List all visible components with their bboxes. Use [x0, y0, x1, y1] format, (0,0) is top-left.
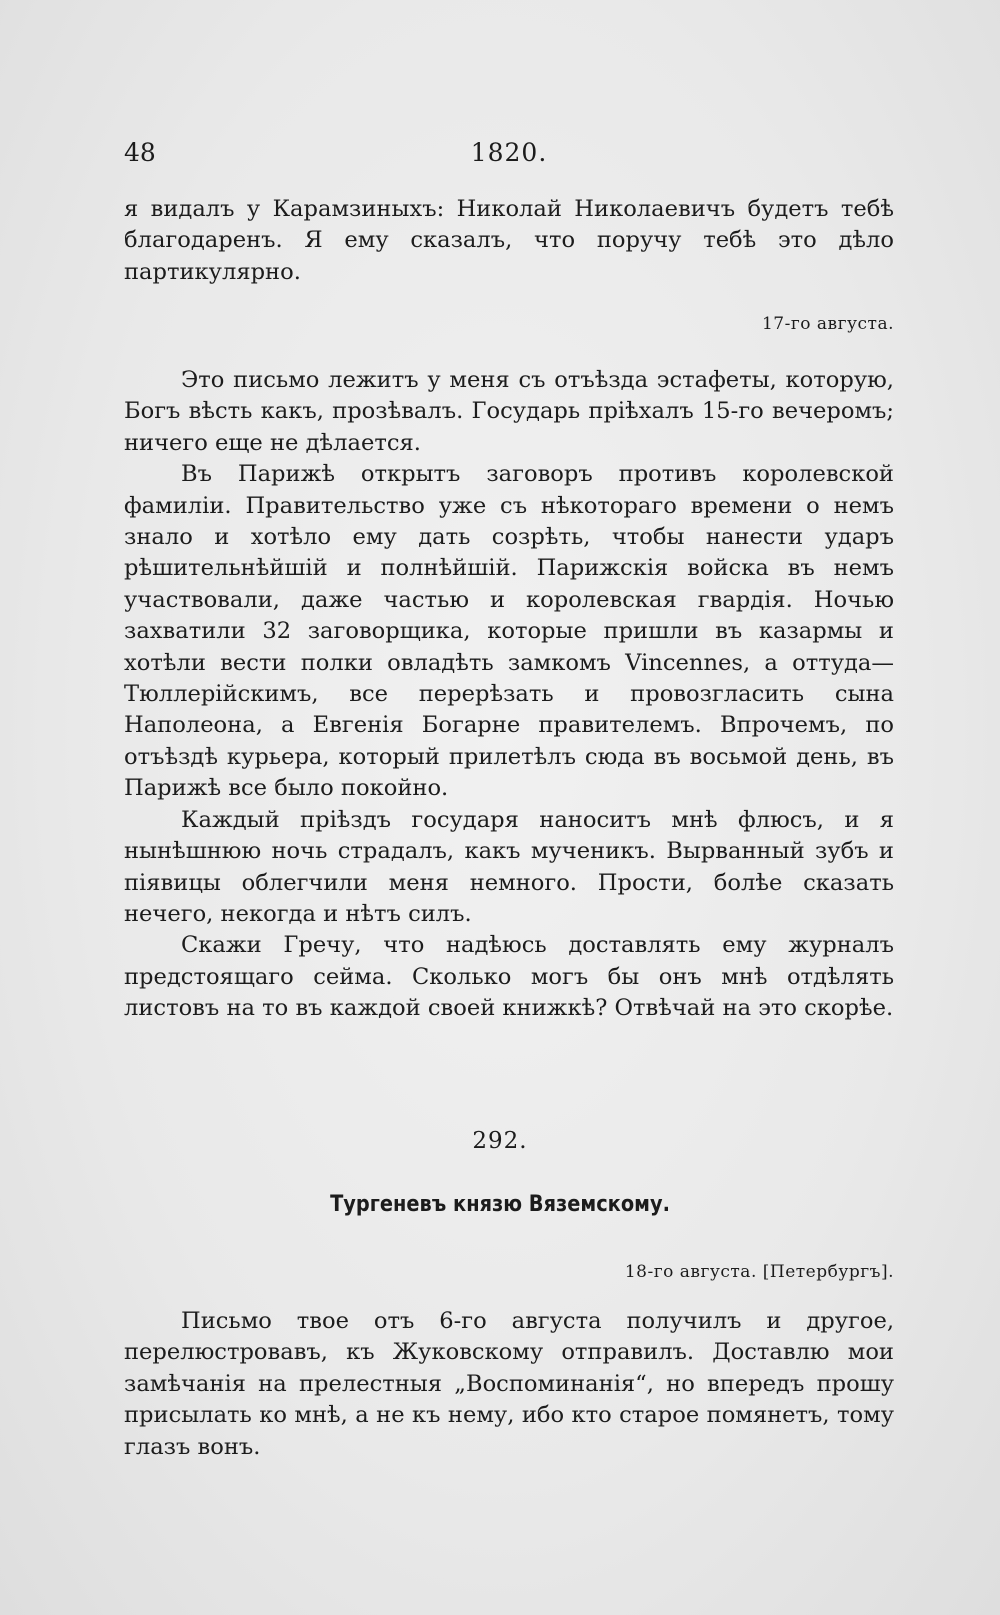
paragraph: Письмо твое отъ 6-го августа получилъ и другое, перелюстровавъ, къ Жуковскому отправилъ. Доставлю мои замѣчанія на прелестныя „Воспоминанія“, но впередъ прошу присылать ко мнѣ, а не къ нему, ибо кто старое помянетъ, тому глазъ вонъ.	[124, 1308, 894, 1460]
paragraph: я видалъ у Карамзиныхъ: Николай Николаевичъ будетъ тебѣ благодаренъ. Я ему сказалъ, что поручу тебѣ это дѣло партикулярно.	[124, 196, 894, 285]
postscript-text	[124, 365, 894, 1025]
page-header	[124, 138, 894, 178]
continued-letter-text	[124, 194, 894, 288]
letter-dateline: 18-го августа. [Петербургъ].	[624, 1262, 894, 1282]
letter-title: Тургеневъ князю Вяземскому.	[330, 1192, 670, 1217]
paragraph: Скажи Гречу, что надѣюсь доставлять ему журналъ предстоящаго сейма. Сколько могъ бы онъ мнѣ отдѣлять листовъ на то въ каждой своей книжкѣ? Отвѣчай на это скорѣе.	[124, 932, 894, 1022]
letter-text	[124, 1306, 894, 1463]
paragraph: Въ Парижѣ открытъ заговоръ противъ королевской фамиліи. Правительство уже съ нѣкотораго времени о немъ знало и хотѣло ему дать созрѣть, чтобы нанести ударъ рѣшительнѣйшій и полнѣйшій. Парижскія войска въ немъ участвовали, даже частью и королевская гвардія. Ночью захватили 32 заговорщика, которые пришли въ казармы и хотѣли вести полки овладѣть замкомъ Vincennes, а оттуда—Тюллерійскимъ, все перерѣзать и провозгласить сына Наполеона, а Евгенія Богарне правителемъ. Впрочемъ, по отъѣздѣ курьера, который прилетѣлъ сюда въ восьмой день, въ Парижѣ все было покойно.	[124, 461, 894, 802]
page-number: 48	[124, 138, 156, 167]
paragraph: Каждый пріѣздъ государя наноситъ мнѣ флюсъ, и я нынѣшнюю ночь страдалъ, какъ мученикъ. Вырванный зубъ и піявицы облегчили меня немного. Прости, болѣе сказать нечего, некогда и нѣтъ силъ.	[124, 806, 894, 927]
running-header-year: 1820.	[470, 138, 548, 167]
letter-number: 292.	[472, 1128, 528, 1154]
paragraph: Это письмо лежитъ у меня съ отъѣзда эстафеты, которую, Богъ вѣсть какъ, прозѣвалъ. Государь пріѣхалъ 15-го вечеромъ; ничего еще не дѣлается.	[124, 367, 894, 456]
dateline: 17-го августа.	[761, 314, 894, 334]
